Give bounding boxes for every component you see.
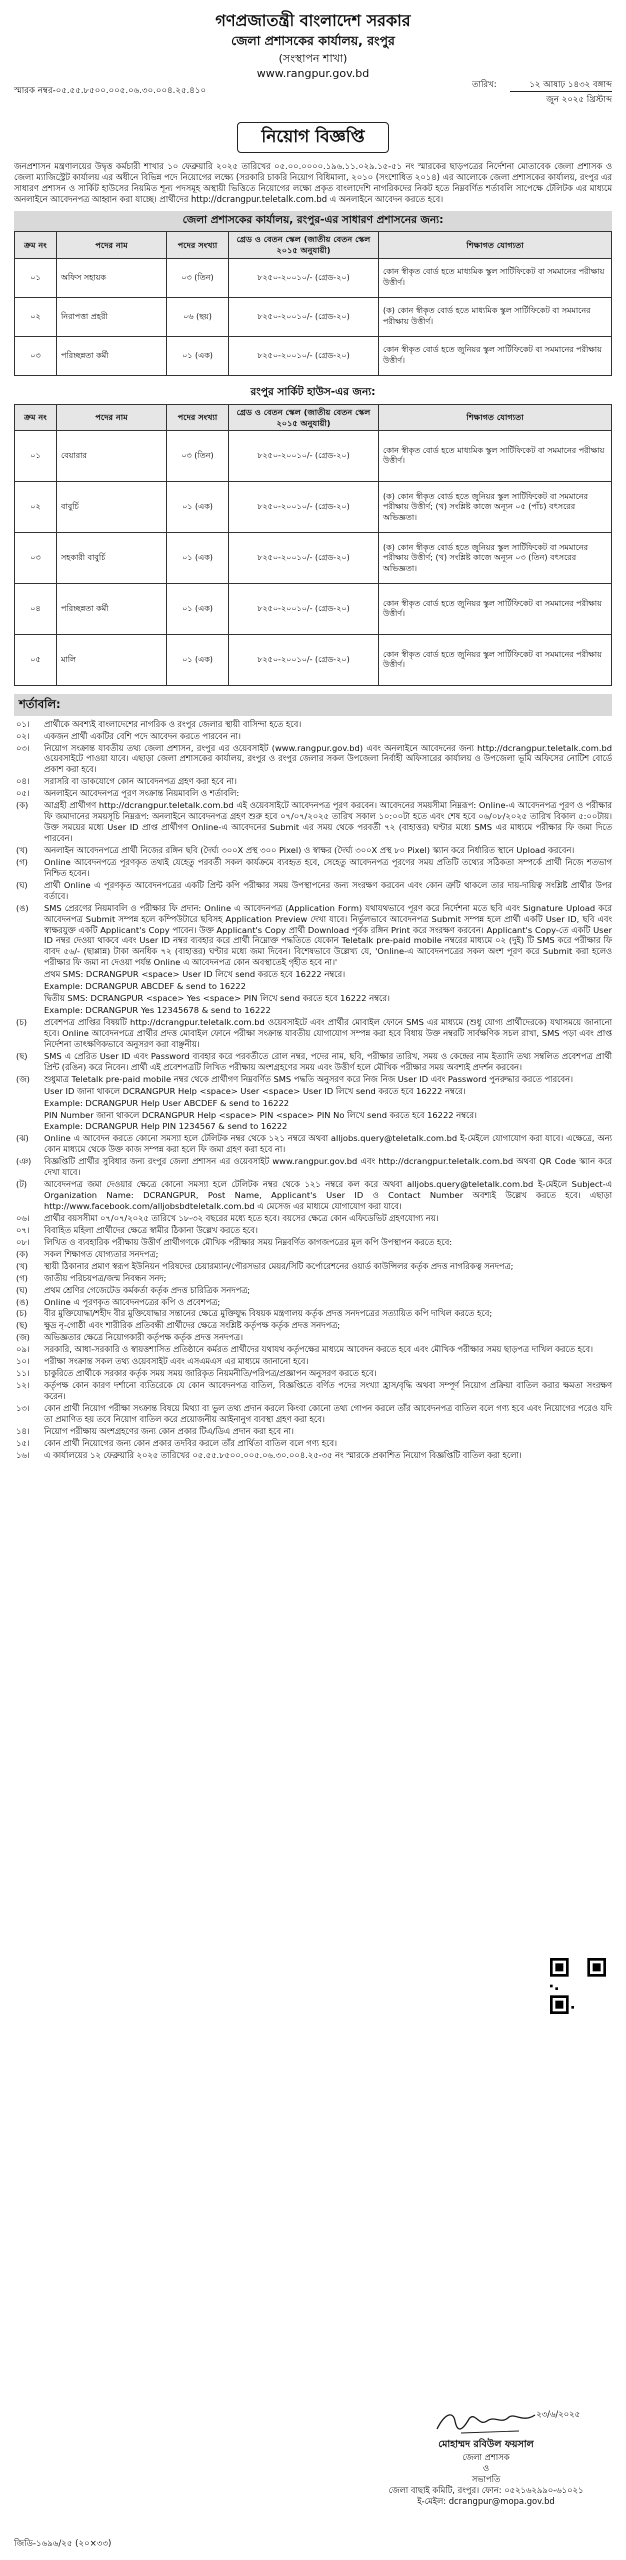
term-number: (ক) [16,1248,29,1259]
term-item [14,1225,612,1236]
term-item [14,981,612,992]
cell-education: কোন স্বীকৃত বোর্ড হতে জুনিয়র স্কুল সার্টিফিকেট বা সমমানের পরীক্ষায় উত্তীর্ণ। [379,584,612,635]
cell-count: ০৩ (তিন) [167,258,229,297]
term-number: (গ) [16,1272,28,1283]
term-item [14,1356,612,1367]
term-number: (চ) [16,1017,27,1028]
term-number: ১২। [16,1380,30,1391]
signatory-and: ও [482,2462,490,2473]
term-item [14,1368,612,1379]
signatory-chair: সভাপতি [471,2473,501,2484]
cell-count: ০১ (এক) [167,584,229,635]
term-text: Online আবেদনপত্রে পূরণকৃত তথ্যই যেহেতু পরবর্তী সকল কার্যক্রমে ব্যবহৃত হবে, সেহেতু আবেদনপত্র পূরণের সময় প্রতিটি তথ্যের সঠিকতা সম্পর্কে প্রার্থী নিজে শতভাগ নিশ্চিত হবেন। [44,856,612,878]
government-name: গণপ্রজাতন্ত্রী বাংলাদেশ সরকার [215,11,411,30]
cell-education: (ক) কোন স্বীকৃত বোর্ড হতে জুনিয়র স্কুল সার্টিফিকেট বা সমমানের পরীক্ষায় উত্তীর্ণ; (খ) সংশ্লিষ্ট কাজে অন্যূন ০৫ (পাঁচ) বৎসরের অভিজ্ঞতা। [379,482,612,533]
term-text: স্থায়ী ঠিকানার প্রমাণ স্বরূপ ইউনিয়ন পরিষদের চেয়ারম্যান/পৌরসভার মেয়র/সিটি কর্পোরেশনের ওয়ার্ড কাউন্সিলর কর্তৃক প্রদত্ত নাগরিকত্ব সনদপত্র; [44,1260,514,1271]
term-number: ০৫। [16,788,30,799]
cell-post: সহকারী বাবুর্চি [57,533,167,584]
signatory-name: মোহাম্মদ রবিউল ফয়সাল [438,2439,534,2450]
cell-count: ০১ (এক) [167,482,229,533]
term-text: অনলাইন আবেদনপত্রে প্রার্থী নিজের রঙ্গিন ছবি (দৈর্ঘ্য ৩০০X প্রস্থ ৩০০ Pixel) ও স্বাক্ষর (দৈর্ঘ্য ৩০০X প্রস্থ ৮০ Pixel) স্ক্যান করে নির্ধারিত স্থানে Upload করবেন। [44,844,575,855]
col-post: পদের নাম [57,404,167,431]
term-item [14,1344,612,1355]
term-item [14,800,612,844]
term-text: দ্বিতীয় SMS: DCRANGPUR <space> Yes <space> PIN লিখে send করতে হবে 16222 নম্বরে। [44,993,390,1004]
table-row [15,482,612,533]
term-text: পরীক্ষা সংক্রান্ত সকল তথ্য ওয়েবসাইট এবং এসএমএস এর মাধ্যমে জানানো হবে। [44,1356,309,1367]
term-item [14,1179,612,1212]
term-text: আবেদনপত্র জমা দেওয়ার ক্ষেত্রে কোনো সমস্যা হলে টেলিটক নম্বর থেকে ১২১ নম্বরে কল করে অথবা alljobs.query@teletalk.com.bd ই-মেইলে Subject-এ Organization Name: DCRANGPUR, Post Name, Applicant's User ID ও Contact Number অবশ্যই উল্লেখ করতে হবে। এছাড়া http://www.facebook.com/alljobsbdteletalk.com.bd এ মেসেজ এর মাধ্যমে যোগাযোগ করা যাবে। [44,1179,612,1212]
table-row [15,336,612,375]
cell-post: মালি [57,635,167,686]
cell-scale: ৮২৫০-২০০১০/- (গ্রেড-২০) [229,482,379,533]
term-text: Online এ আবেদন করতে কোনো সমস্যা হলে টেলিটক নম্বর থেকে ১২১ নম্বরে অথবা alljobs.query@teletalk.com.bd ই-মেইলে যোগাযোগ করা যাবে। এক্ষেত্রে, অন্য কোন মাধ্যমে থেকে উক্ত কাজ সম্পন্ন করা হলে ফি জমা গ্রহণ করা হবে না। [44,1133,612,1155]
term-text: Example: DCRANGPUR ABCDEF & send to 16222 [44,981,246,992]
term-item [14,1051,612,1073]
cell-education: কোন স্বীকৃত বোর্ড হতে জুনিয়র স্কুল সার্টিফিকেট বা সমমানের পরীক্ষায় উত্তীর্ণ। [379,336,612,375]
term-text: প্রার্থীর বয়সসীমা ০৭/০৭/২০২৫ তারিখে ১৮-৩২ বছরের মধ্যে হতে হবে। বয়সের ক্ষেত্রে কোন এফিডেভিট গ্রহণযোগ্য নয়। [44,1212,439,1223]
term-item [14,1273,612,1284]
term-text: সরাসরি বা ডাকযোগে কোন আবেদনপত্র গ্রহণ করা হবে না। [44,776,237,787]
term-item [14,1156,612,1178]
notice-title: নিয়োগ বিজ্ঞপ্তি [237,122,389,153]
cell-scale: ৮২৫০-২০০১০/- (গ্রেড-২০) [229,431,379,482]
term-number: (ঙ) [16,1296,29,1307]
term-number: (গ) [16,856,28,867]
cell-post: পরিচ্ছন্নতা কর্মী [57,584,167,635]
letterhead [14,10,612,82]
term-text: প্রথম শ্রেণির গেজেটেড কর্মকর্তা কর্তৃক প্রদত্ত চারিত্রিক সনদপত্র; [44,1284,251,1295]
gd-number: জিডি-১৬৯৬/২৫ (২০×৩৩) [14,2538,112,2549]
term-text: আগ্রহী প্রার্থীগণ http://dcrangpur.teletalk.com.bd এই ওয়েবসাইটে আবেদনপত্র পূরণ করবেন। আবেদনের সময়সীমা নিম্নরূপ: Online-এ আবেদনপত্র পূরণ ও পরীক্ষার ফি জমাদানের সময়সূচি নিম্নরূপ: অনলাইনে আবেদনপত্র গ্রহণ শুরু হবে ০৭/০৭/২০২৫ তারিখ সকাল ১০:০০টা হতে এবং শেষ হবে ০৬/০৮/২০২৫ তারিখ বিকাল ৫:০০টায়। উক্ত সময়ের মধ্যে User ID প্রাপ্ত প্রার্থীগণ Online-এ আবেদনের Submit এর সময় থেকে পরবর্তী ৭২ (বাহাত্তর) ঘণ্টার মধ্যে SMS এর মাধ্যমে পরীক্ষার ফি জমা দিতে পারবেন। [44,800,612,844]
section2-header-row [15,404,612,431]
term-number: ১৫। [16,1437,30,1448]
date-bengali: ১২ আষাঢ় ১৪৩২ বঙ্গাব্দ [510,80,612,92]
term-text: কোন প্রার্থী নিয়োগ পরীক্ষা সংক্রান্ত বিষয়ে মিথ্যা বা ভুল তথ্য প্রদান করলে কিংবা কোনো তথ্য গোপন করলে তাঁর আবেদনপত্র বাতিল বলে গণ্য হবে এবং নিয়োগের পরেও যদি তা প্রমাণিত হয় তবে নিয়োগ বাতিল করে প্রয়োজনীয় আইনানুগ ব্যবস্থা গ্রহণ করা হবে। [44,1402,612,1424]
cell-scale: ৮২৫০-২০০১০/- (গ্রেড-২০) [229,533,379,584]
table-row [15,297,612,336]
cell-serial: ০২ [15,297,57,336]
term-text: SMS এ প্রেরিত User ID এবং Password ব্যবহার করে পরবর্তীতে রোল নম্বর, পদের নাম, ছবি, পরীক্ষার তারিখ, সময় ও কেন্দ্রের নাম ইত্যাদি তথ্য সম্বলিত প্রবেশপত্র প্রার্থী প্রিন্ট (রঙিন) করে নিবেন। প্রার্থী এই প্রবেশপত্রটি লিখিত পরীক্ষায় অংশগ্রহণের সময় এবং উত্তীর্ণ হলে মৌখিক পরীক্ষার সময় অবশ্যই প্রদর্শন করবেন। [44,1050,612,1072]
term-item [14,903,612,969]
col-serial: ক্রম নং [15,232,57,259]
term-text: কোন প্রার্থী নিয়োগের জন্য কোন প্রকার তদবির করলে তাঁর প্রার্থিতা বাতিল বলে গণ্য হবে। [44,1437,337,1448]
cell-count: ০৩ (তিন) [167,431,229,482]
office-name: জেলা প্রশাসকের কার্যালয়, রংপুর [231,33,395,49]
cell-education: কোন স্বীকৃত বোর্ড হতে মাধ্যমিক স্কুল সার্টিফিকেট বা সমমানের পরীক্ষায় উত্তীর্ণ। [379,258,612,297]
term-text: কর্তৃপক্ষ কোন কারণ দর্শানো ব্যতিরেকে যে কোন আবেদনপত্র বাতিল, বিজ্ঞপ্তিতে বর্ণিত পদের সংখ্যা হ্রাস/বৃদ্ধি অথবা সম্পূর্ণ নিয়োগ প্রক্রিয়া বাতিল করার ক্ষমতা সংরক্ষণ করেন। [44,1380,612,1402]
term-item [14,1438,612,1449]
cell-post: বেয়ারার [57,431,167,482]
cell-post: অফিস সহায়ক [57,258,167,297]
terms-list [14,719,612,1461]
term-number: (ঙ) [16,902,29,913]
term-item [14,1285,612,1296]
term-item [14,1320,612,1331]
section1-table [14,231,612,376]
col-education: শিক্ষাগত যোগ্যতা [379,404,612,431]
section1-header-row [15,232,612,259]
date-gregorian: জুন ২০২৫ খ্রিস্টাব্দ [546,94,612,105]
term-number: ১৩। [16,1402,30,1413]
col-count: পদের সংখ্যা [167,232,229,259]
term-number: ০৭। [16,1224,30,1235]
term-item [14,1074,612,1085]
term-item [14,1098,612,1109]
cell-scale: ৮২৫০-২০০১০/- (গ্রেড-২০) [229,584,379,635]
term-item [14,1249,612,1260]
term-number: (জ) [16,1332,30,1343]
term-item [14,1403,612,1425]
term-number: (ছ) [16,1050,28,1061]
term-item [14,969,612,980]
term-text: জাতীয় পরিচয়পত্র/জন্ম নিবন্ধন সনদ; [44,1272,167,1283]
cell-scale: ৮২৫০-২০০১০/- (গ্রেড-২০) [229,635,379,686]
term-item [14,743,612,776]
table-row [15,584,612,635]
term-number: ০২। [16,730,30,741]
col-education: শিক্ষাগত যোগ্যতা [379,232,612,259]
cell-post: নিরাপত্তা প্রহরী [57,297,167,336]
term-text: শুধুমাত্র Teletalk pre-paid mobile নম্বর থেকে প্রার্থীগণ নিম্নবর্ণিত SMS পদ্ধতি অনুসরণ করে নিজ নিজ User ID এবং Password পুনরুদ্ধার করতে পারবেন। [44,1073,573,1084]
cell-serial: ০১ [15,258,57,297]
term-number: (জ) [16,1073,30,1084]
term-text: ক্ষুদ্র নৃ-গোষ্ঠী এবং শারীরিক প্রতিবন্ধী প্রার্থীদের ক্ষেত্রে সংশ্লিষ্ট কর্তৃপক্ষ কর্তৃক প্রদত্ত সনদপত্র; [44,1320,340,1331]
cell-scale: ৮২৫০-২০০১০/- (গ্রেড-২০) [229,336,379,375]
qr-code-icon [550,1958,606,2014]
term-text: এ কার্যালয়ের ১২ ফেব্রুয়ারি ২০২৫ তারিখের ০৫.৫৫.৮৫০০.০০৫.০৬.৩০.০০৪.২৫-৩৫ নং স্মারকে প্রকাশিত নিয়োগ বিজ্ঞপ্তিটি বাতিল করা হলো। [44,1449,522,1460]
term-item [14,857,612,879]
cell-count: ০১ (এক) [167,533,229,584]
term-number: ০৪। [16,776,30,787]
section1-title: জেলা প্রশাসকের কার্যালয়, রংপুর-এর সাধারণ প্রশাসনের জন্য: [14,211,612,231]
term-text: Online এ পূরণকৃত আবেদনপত্রের কপি ও প্রবেশপত্র; [44,1296,221,1307]
term-item [14,1261,612,1272]
term-text: বিবাহিত মহিলা প্রার্থীদের ক্ষেত্রে স্বামীর ঠিকানা উল্লেখ করতে হবে। [44,1224,258,1235]
website-url: www.rangpur.gov.bd [256,67,370,81]
branch-name: (সংস্থাপন শাখা) [278,51,348,65]
cell-serial: ০৫ [15,635,57,686]
term-text: Example: DCRANGPUR Help User ABCDEF & send to 16222 [44,1097,290,1108]
col-count: পদের সংখ্যা [167,404,229,431]
term-item [14,880,612,902]
term-number: (খ) [16,844,28,855]
term-item [14,1110,612,1121]
term-number: (ঞ) [16,1156,32,1167]
cell-serial: ০৪ [15,584,57,635]
term-text: বীর মুক্তিযোদ্ধা/শহীদ বীর মুক্তিযোদ্ধার সন্তানের ক্ষেত্রে মুক্তিযুদ্ধ বিষয়ক মন্ত্রণালয় কর্তৃক প্রদত্ত সনদপত্রের সত্যায়িত কপি দাখিল করতে হবে; [44,1308,493,1319]
term-text: বিজ্ঞপ্তিটি প্রার্থীর সুবিধার জন্য রংপুর জেলা প্রশাসন এর ওয়েবসাইট www.rangpur.gov.bd এবং http://dcrangpur.teletalk.com.bd অথবা QR Code স্ক্যান করে দেখা যাবে। [44,1156,612,1178]
signature-block [386,2405,586,2507]
term-text: প্রার্থীকে অবশ্যই বাংলাদেশের নাগরিক ও রংপুর জেলার স্থায়ী বাসিন্দা হতে হবে। [44,718,302,729]
col-scale: গ্রেড ও বেতন স্কেল (জাতীয় বেতন স্কেল ২০১৫ অনুযায়ী) [229,404,379,431]
memo-number: স্মারক নম্বর-০৫.৫৫.৮৫০০.০০৫.০৬.৩০.০০৪.২৫.৪১০ [14,85,207,96]
term-item [14,993,612,1004]
notice-page [14,10,612,1462]
cell-count: ০৬ (ছয়) [167,297,229,336]
cell-post: পরিচ্ছন্নতা কর্মী [57,336,167,375]
term-number: (ছ) [16,1320,28,1331]
signature-date: ২৩/৬/২০২৫ [536,2409,580,2419]
col-post: পদের নাম [57,232,167,259]
term-text: সকল শিক্ষাগত যোগ্যতার সনদপত্র; [44,1248,159,1259]
cell-scale: ৮২৫০-২০০১০/- (গ্রেড-২০) [229,297,379,336]
table-row [15,431,612,482]
qr-code[interactable] [550,1958,606,2014]
term-item [14,1017,612,1050]
cell-education: (ক) কোন স্বীকৃত বোর্ড হতে জুনিয়র স্কুল সার্টিফিকেট বা সমমানের পরীক্ষায় উত্তীর্ণ; (খ) সংশ্লিষ্ট কাজে অন্যূন ০৩ (তিন) বৎসরের অভিজ্ঞতা। [379,533,612,584]
table-row [15,635,612,686]
terms-heading: শর্তাবলি: [14,694,612,715]
term-text: প্রার্থী Online এ পূরণকৃত আবেদনপত্রের একটি প্রিন্ট কপি পরীক্ষার সময় উপস্থাপনের জন্য সংরক্ষণ করবেন এবং কোন ত্রুটি থাকলে তার দায়-দায়িত্ব সংশ্লিষ্ট প্রার্থীর উপর বর্তাবে। [44,879,612,901]
col-serial: ক্রম নং [15,404,57,431]
cell-education: কোন স্বীকৃত বোর্ড হতে জুনিয়র স্কুল সার্টিফিকেট বা সমমানের পরীক্ষায় উত্তীর্ণ। [379,635,612,686]
term-item [14,1213,612,1224]
contact-email: ই-মেইল: dcrangpur@mopa.gov.bd [417,2496,555,2507]
table-row [15,258,612,297]
term-number: ১০। [16,1356,30,1367]
reference-row [14,79,612,116]
signatory-designation: জেলা প্রশাসক [462,2451,510,2462]
term-item [14,1133,612,1155]
cell-serial: ০৩ [15,336,57,375]
handwritten-signature [431,2405,541,2439]
term-text: প্রবেশপত্র প্রাপ্তির বিষয়টি http://dcrangpur.teletalk.com.bd ওয়েবসাইটে এবং প্রার্থীর মোবাইল ফোনে SMS এর মাধ্যমে (শুধু যোগ্য প্রার্থীদেরকে) যথাসময়ে জানানো হবে। Online আবেদনপত্রে প্রার্থীর প্রদত্ত মোবাইল ফোনে পরীক্ষা সংক্রান্ত যাবতীয় যোগাযোগ সম্পন্ন করা হবে বিধায় উক্ত নম্বরটি সার্বক্ষণিক সচল রাখা, SMS পড়া এবং প্রাপ্ত নির্দেশনা তাৎক্ষণিকভাবে অনুসরণ করা বাঞ্ছনীয়। [44,1017,612,1049]
date-label: তারিখ: [472,79,497,90]
term-text: চাকুরিতে প্রার্থীকে সরকার কর্তৃক সময় সময় জারিকৃত নিয়মনীতি/পরিপত্র/প্রজ্ঞাপন অনুসরণ করতে হবে। [44,1368,377,1379]
term-item [14,1297,612,1308]
term-number: (ঝ) [16,1133,29,1144]
committee-contact: জেলা বাছাই কমিটি, রংপুর। ফোন: ০৫২১৬২৯৯০-৬১০২১ [388,2484,584,2495]
term-text: লিখিত ও ব্যবহারিক পরীক্ষায় উত্তীর্ণ প্রার্থীগণকে মৌখিক পরীক্ষার সময় নিম্নবর্ণিত কাগজপত্রের মূল কপি উপস্থাপন করতে হবে: [44,1236,452,1247]
term-text: নিয়োগ সংক্রান্ত যাবতীয় তথ্য জেলা প্রশাসন, রংপুর এর ওয়েবসাইট (www.rangpur.gov.bd) এবং অনলাইনে আবেদনের জন্য http://dcrangpur.teletalk.com.bd ওয়েবসাইটে পাওয়া যাবে। এছাড়া জেলা প্রশাসকের কার্যালয়, রংপুর ও রংপুর জেলার সকল উপজেলা নির্বাহী অফিসারের কার্যালয় ও উপজেলা ভূমি অফিসের নোটিশ বোর্ডে প্রকাশ করা হবে। [44,742,612,775]
term-item [14,1121,612,1132]
term-number: (খ) [16,1260,28,1271]
term-text: প্রথম SMS: DCRANGPUR <space> User ID লিখে send করতে হবে 16222 নম্বরে। [44,969,346,980]
term-text: অভিজ্ঞতার ক্ষেত্রে নিয়োগকারী কর্তৃপক্ষ কর্তৃক প্রদত্ত সনদপত্র। [44,1332,243,1343]
cell-serial: ০১ [15,431,57,482]
term-item [14,1450,612,1461]
term-item [14,1086,612,1097]
term-text: Example: DCRANGPUR Yes 12345678 & send to 16222 [44,1005,271,1016]
term-number: ০৩। [16,742,30,753]
cell-count: ০১ (এক) [167,336,229,375]
term-text: একজন প্রার্থী একটির বেশি পদে আবেদন করতে পারবেন না। [44,730,241,741]
term-text: User ID জানা থাকলে DCRANGPUR Help <space> User <space> User ID লিখে send করতে হবে 16222 নম্বরে। [44,1085,466,1096]
term-item [14,1380,612,1402]
term-item [14,719,612,730]
intro-paragraph: জনপ্রশাসন মন্ত্রণালয়ের উদ্বৃত্ত কর্মচারী শাখার ১০ ফেব্রুয়ারি ২০২৫ তারিখের ০৫.০০.০০০০.১৯৬.১১.০২৯.১৫-৫১ নং স্মারকের ছাড়পত্রের নির্দেশনা মোতাবেক জেলা প্রশাসক ও জেলা ম্যাজিস্ট্রেট কার্যালয় এর অধীনে বিভিন্ন পদে নিয়োগের লক্ষ্যে (সরকারি চাকরি নিয়োগ বিধিমালা, ২০১০ (সংশোধিত ২০১৪) এর আলোকে জেলা প্রশাসকের কার্যালয়, রংপুর এর সাধারণ প্রশাসন ও সার্কিট হাউসের নিয়মিত শূন্য পদসমূহ অস্থায়ী ভিত্তিতে নিয়োগের লক্ষ্যে প্রকৃত বাংলাদেশি নাগরিকদের নিকট হতে নিম্নবর্ণিত শর্তাবলি সাপেক্ষে টেলিটক এর মাধ্যমে অনলাইনে আবেদনপত্র আহ্বান করা যাচ্ছে। প্রার্থীদের http://dcrangpur.teletalk.com.bd এ অনলাইনে আবেদন করতে হবে। [14,161,612,205]
cell-serial: ০২ [15,482,57,533]
term-number: (ঘ) [16,879,28,890]
term-number: (ঘ) [16,1284,28,1295]
term-number: ১৪। [16,1425,30,1436]
section2-table [14,404,612,687]
cell-education: কোন স্বীকৃত বোর্ড হতে মাধ্যমিক স্কুল সার্টিফিকেট বা সমমানের পরীক্ষায় উত্তীর্ণ। [379,431,612,482]
term-item [14,1308,612,1319]
term-item [14,845,612,856]
section2-title: রংপুর সার্কিট হাউস-এর জন্য: [250,385,376,398]
term-text: PIN Number জানা থাকলে DCRANGPUR Help <space> PIN <space> PIN No লিখে send করতে হবে 16222 নম্বরে। [44,1109,477,1120]
term-number: ০১। [16,718,30,729]
table-row [15,533,612,584]
term-item [14,776,612,787]
cell-post: বাবুর্চি [57,482,167,533]
cell-education: (ক) কোন স্বীকৃত বোর্ড হতে মাধ্যমিক স্কুল সার্টিফিকেট বা সমমানের পরীক্ষায় উত্তীর্ণ। [379,297,612,336]
cell-serial: ০৩ [15,533,57,584]
term-text: SMS প্রেরণের নিয়মাবলি ও পরীক্ষার ফি প্রদান: Online এ আবেদনপত্র (Application Form) যথাযথভাবে পূরণ করে নির্দেশনা মতে ছবি এবং Signature Upload করে আবেদনপত্র Submit সম্পন্ন হলে কম্পিউটারে ছবিসহ Application Preview দেখা যাবে। নির্ভুলভাবে আবেদনপত্র Submit সম্পন্ন হলে প্রার্থী একটি User ID, ছবি এবং স্বাক্ষরযুক্ত একটি Applicant's Copy পাবেন। উক্ত Applicant's Copy প্রার্থী Download পূর্বক রঙ্গিন Print করে সংরক্ষণ করবেন। Applicant's Copy-তে একটি User ID নম্বর দেওয়া থাকবে এবং User ID নম্বর ব্যবহার করে প্রার্থী নিম্নোক্ত পদ্ধতিতে যেকোন Teletalk pre-paid mobile নম্বরের মাধ্যমে ০২ (দুই) টি SMS করে পরীক্ষার ফি বাবদ ৫৬/- (ছাপ্পান্ন) টাকা অনধিক ৭২ (বাহাত্তর) ঘণ্টার মধ্যে জমা দিবেন। বিশেষভাবে উল্লেখ্য যে, 'Online-এ আবেদনপত্রের সকল অংশ পূরণ করে Submit করা হলেও পরীক্ষার ফি জমা না দেওয়া পর্যন্ত Online এ আবেদনপত্র কোন অবস্থাতেই গৃহীত হবে না।' [44,902,612,968]
term-number: ১১। [16,1368,30,1379]
term-number: ০৯। [16,1344,30,1355]
term-item [14,1332,612,1343]
col-scale: গ্রেড ও বেতন স্কেল (জাতীয় বেতন স্কেল ২০১৫ অনুযায়ী) [229,232,379,259]
term-number: (ট) [16,1179,27,1190]
term-item [14,1005,612,1016]
cell-scale: ৮২৫০-২০০১০/- (গ্রেড-২০) [229,258,379,297]
term-number: (চ) [16,1308,27,1319]
term-number: ০৮। [16,1236,30,1247]
term-text: Example: DCRANGPUR Help PIN 1234567 & send to 16222 [44,1121,288,1132]
term-number: ১৬। [16,1449,30,1460]
term-text: নিয়োগ পরীক্ষায় অংশগ্রহণের জন্য কোন প্রকার টিএ/ডিএ প্রদান করা হবে না। [44,1425,294,1436]
term-number: ০৬। [16,1212,30,1223]
cell-count: ০১ (এক) [167,635,229,686]
term-text: সরকারি, আধা-সরকারি ও স্বায়ত্তশাসিত প্রতিষ্ঠানে কর্মরত প্রার্থীদের যথাযথ কর্তৃপক্ষের মাধ্যমে আবেদন করতে হবে এবং মৌখিক পরীক্ষার সময় ছাড়পত্র দাখিল করতে হবে। [44,1344,593,1355]
term-text: অনলাইনে আবেদনপত্র পূরণ সংক্রান্ত নিয়মাবলি ও শর্তাবলি: [44,788,240,799]
term-number: (ক) [16,800,29,811]
term-item [14,731,612,742]
term-item [14,788,612,799]
term-item [14,1426,612,1437]
term-item [14,1237,612,1248]
